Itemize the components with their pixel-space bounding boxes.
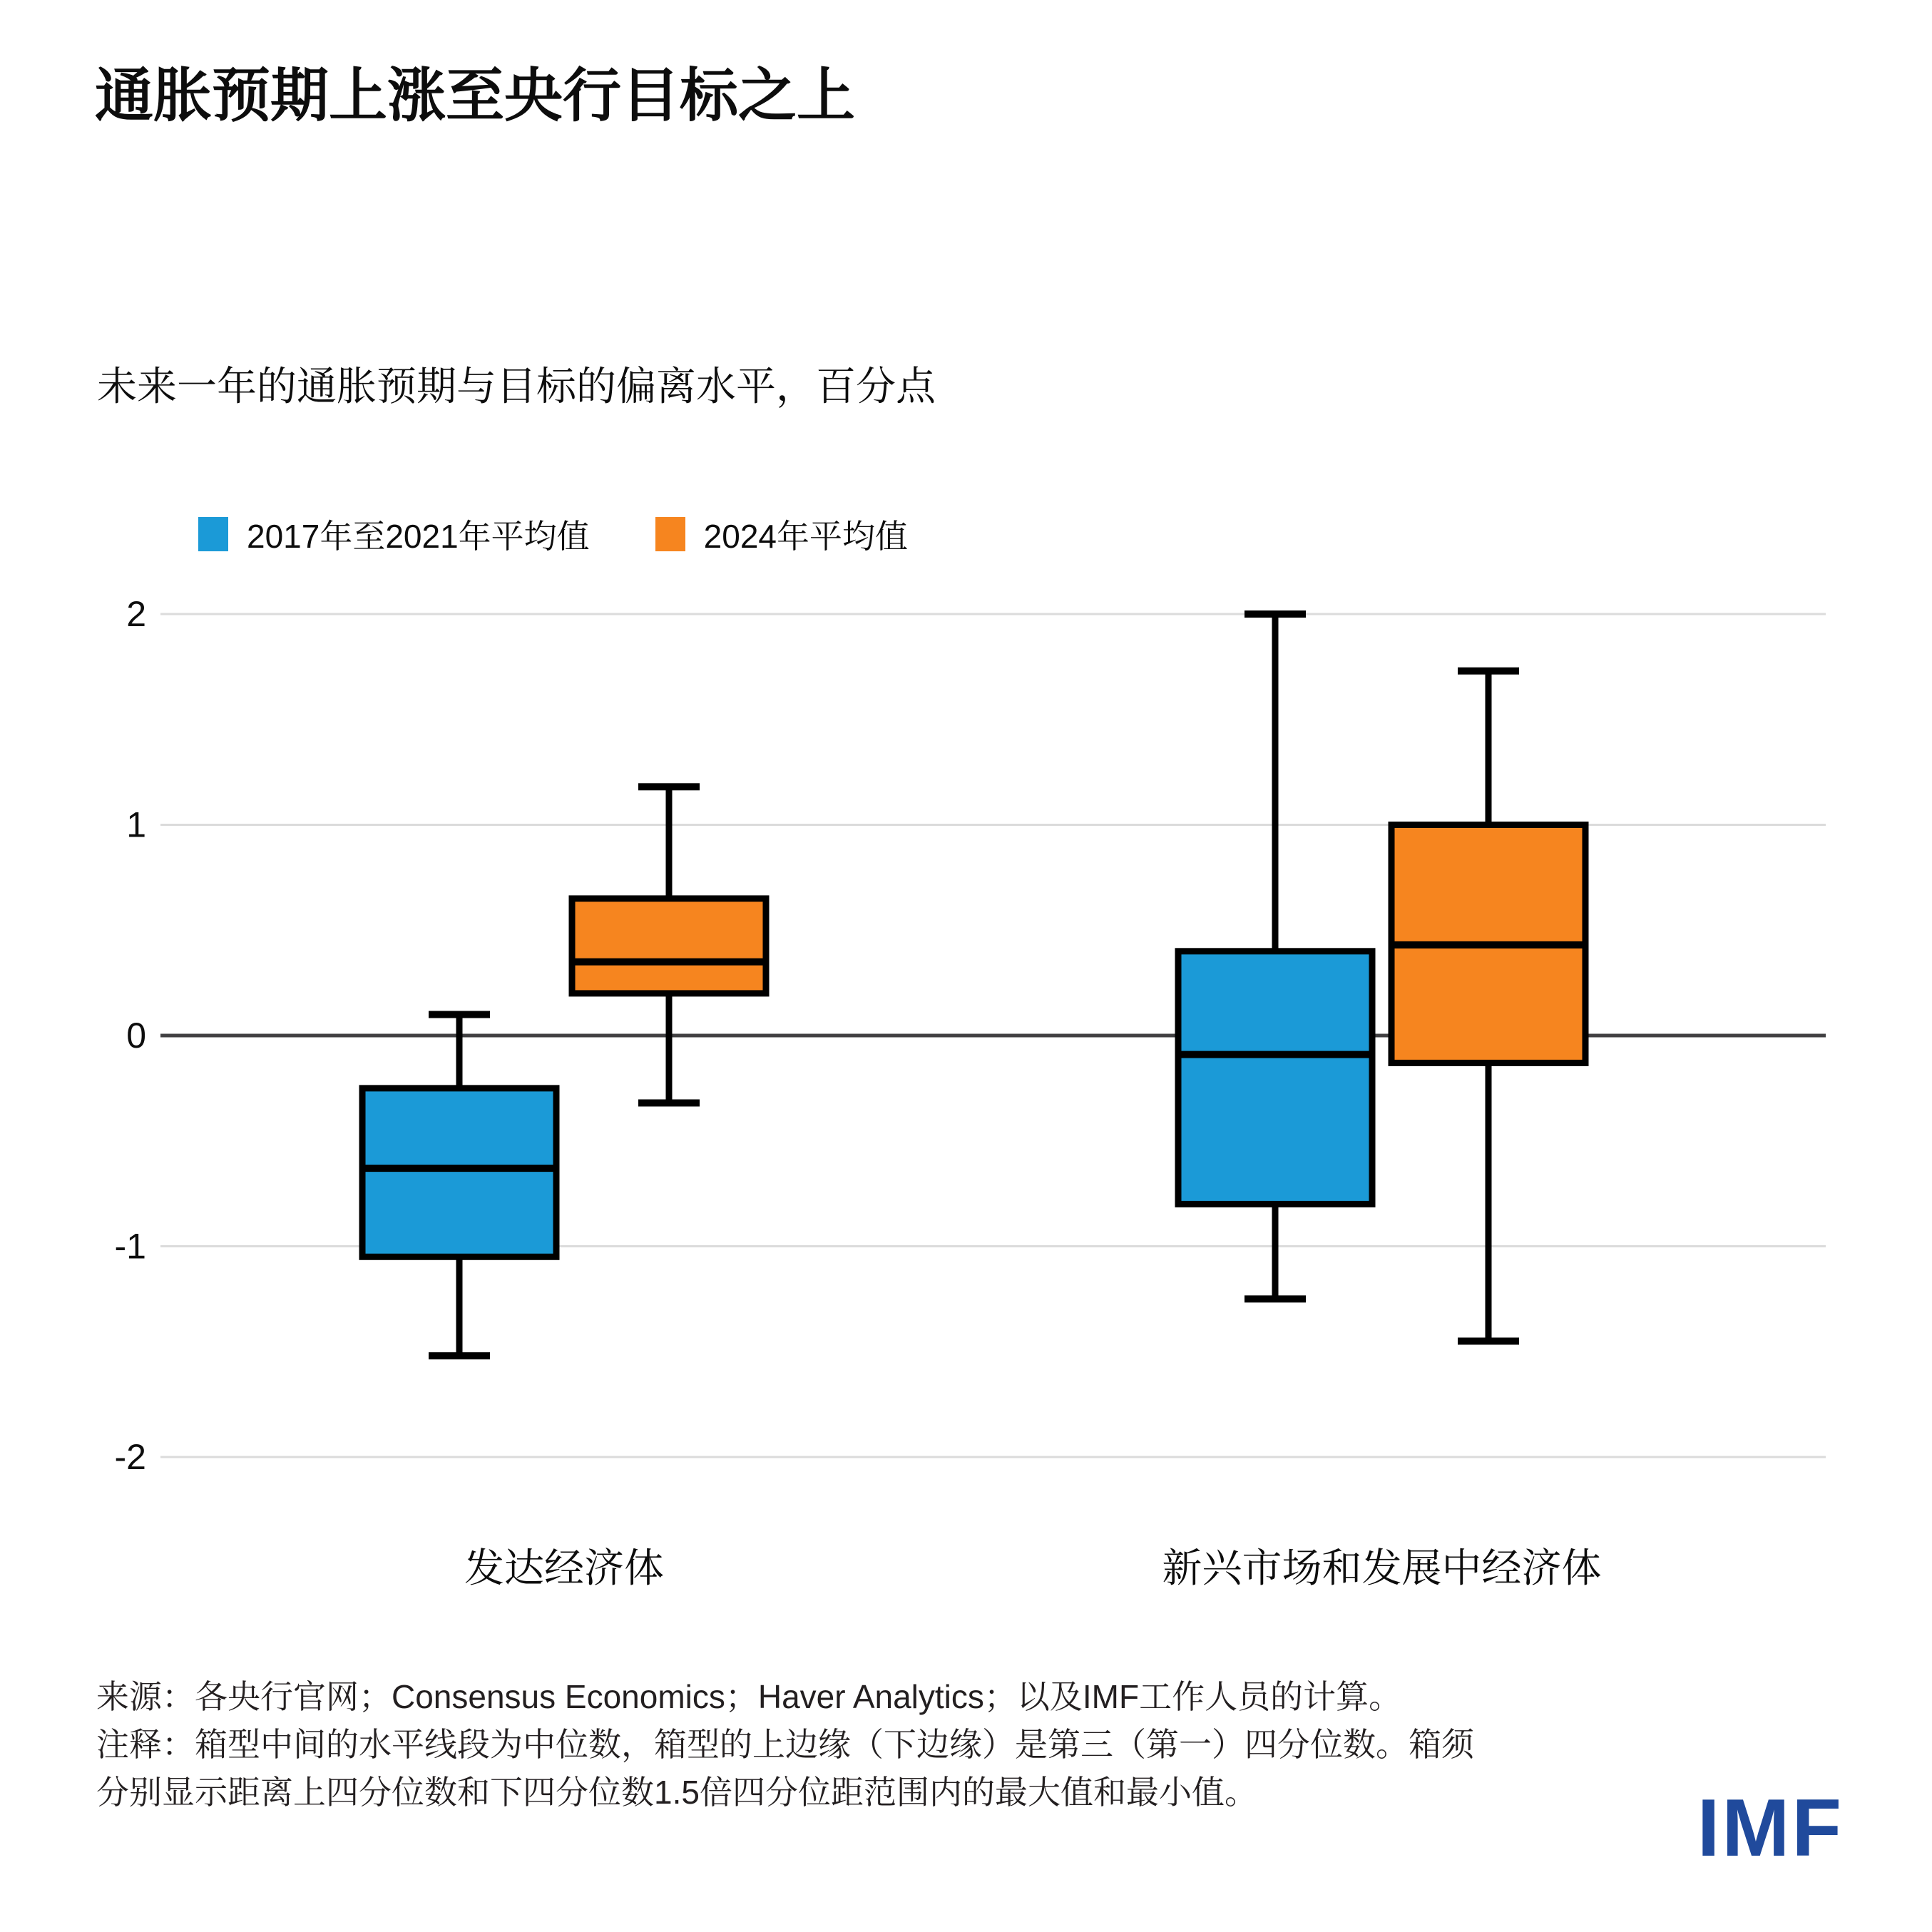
category-label: 发达经济体 (464, 1545, 664, 1590)
footer-notes (96, 1673, 1808, 1816)
box-blue-group1 (362, 1088, 556, 1257)
y-tick-label: -2 (114, 1437, 146, 1477)
source-line: 来源：各央行官网；Consensus Economics；Haver Analytics；以及IMF工作人员的计算。 (96, 1678, 1402, 1715)
y-tick-label: 2 (126, 594, 146, 634)
imf-logo: IMF (1697, 1783, 1844, 1874)
category-label: 新兴市场和发展中经济体 (1162, 1545, 1602, 1590)
y-tick-label: 0 (126, 1016, 146, 1056)
figure-subtitle: 未来一年的通胀预期与目标的偏离水平，百分点 (97, 364, 936, 409)
y-tick-label: 1 (126, 804, 146, 845)
box-orange-group1 (572, 899, 766, 993)
note-line-2: 分别显示距离上四分位数和下四分位数1.5倍四分位距范围内的最大值和最小值。 (96, 1774, 1257, 1811)
legend-label-2017-2021: 2017年至2021年平均值 (247, 518, 590, 555)
legend-label-2024: 2024年平均值 (703, 518, 909, 555)
figure-title: 通胀预期上涨至央行目标之上 (95, 63, 856, 128)
box-blue-group2 (1178, 951, 1372, 1205)
note-line-1: 注释：箱型中间的水平线段为中位数，箱型的上边缘（下边缘）是第三（第一）四分位数。箱须 (96, 1726, 1474, 1763)
y-tick-label: -1 (114, 1226, 146, 1267)
